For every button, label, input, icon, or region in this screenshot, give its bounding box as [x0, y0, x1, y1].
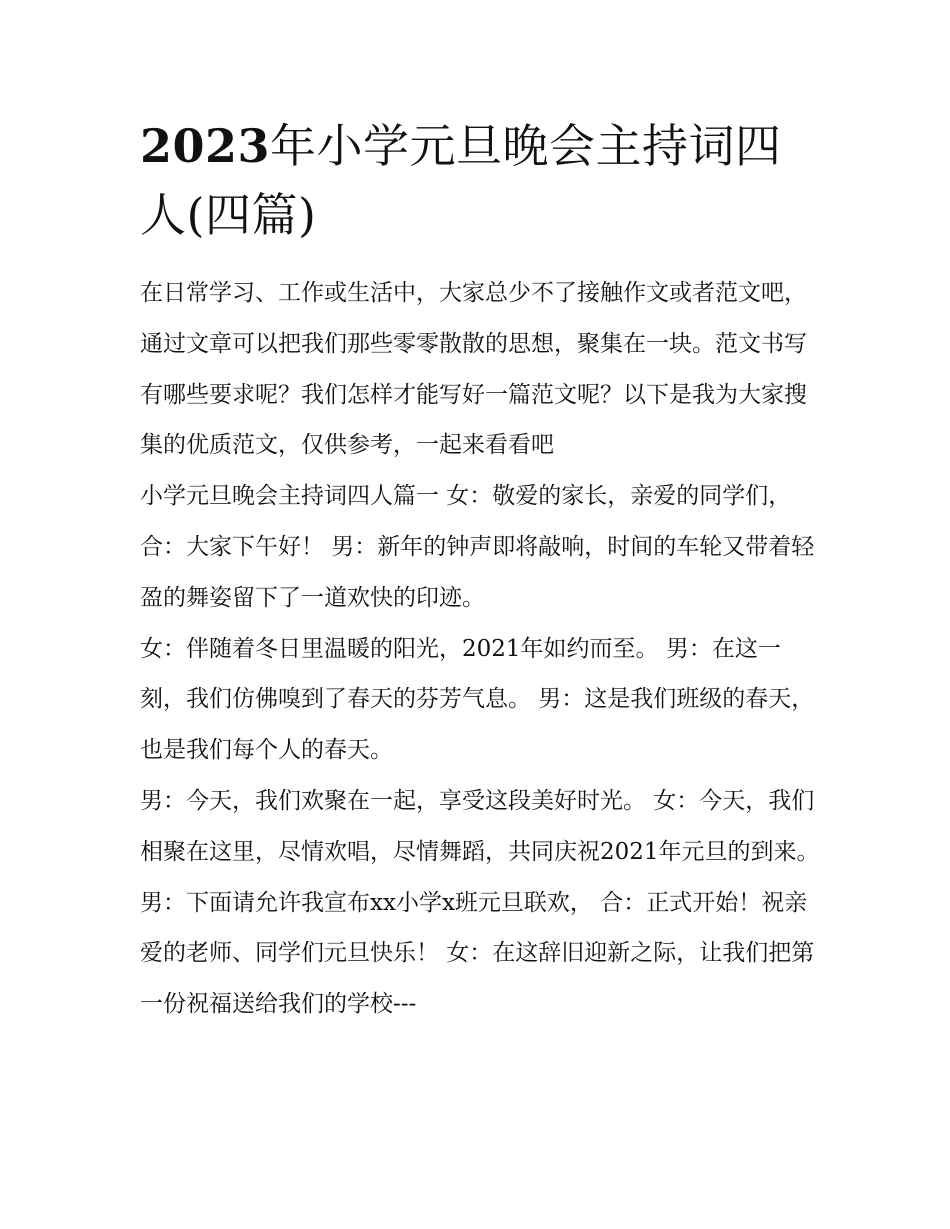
document-body [140, 268, 820, 1030]
paragraph-intro: 在日常学习、工作或生活中，大家总少不了接触作文或者范文吧，通过文章可以把我们那些零零散散的思想，聚集在一块。范文书写有哪些要求呢？我们怎样才能写好一篇范文呢？以下是我为大家搜集的优质范文，仅供参考，一起来看看吧 [140, 280, 807, 459]
paragraph-2: 女：伴随着冬日里温暖的阳光，2021年如约而至。 男：在这一刻，我们仿佛嗅到了春天的芬芳气息。 男：这是我们班级的春天，也是我们每个人的春天。 [140, 635, 815, 764]
title-text: 年小学元旦晚会主持词四人(四篇) [140, 119, 782, 242]
document-title [140, 112, 820, 250]
paragraph-1: 小学元旦晚会主持词四人篇一 女：敬爱的家长，亲爱的同学们， 合：大家下午好！ 男：新年的钟声即将敲响，时间的车轮又带着轻盈的舞姿留下了一道欢快的印迹。 [140, 483, 815, 611]
title-year: 2023 [140, 119, 271, 173]
paragraph-4: 男：下面请允许我宣布xx小学x班元旦联欢， 合：正式开始！祝亲爱的老师、同学们元旦快乐！ 女：在这辞旧迎新之际，让我们把第一份祝福送给我们的学校--- [140, 889, 815, 1018]
document-page [140, 112, 820, 1030]
paragraph-3: 男：今天，我们欢聚在一起，享受这段美好时光。 女：今天，我们相聚在这里，尽情欢唱，尽情舞蹈，共同庆祝2021年元旦的到来。 [140, 787, 820, 865]
